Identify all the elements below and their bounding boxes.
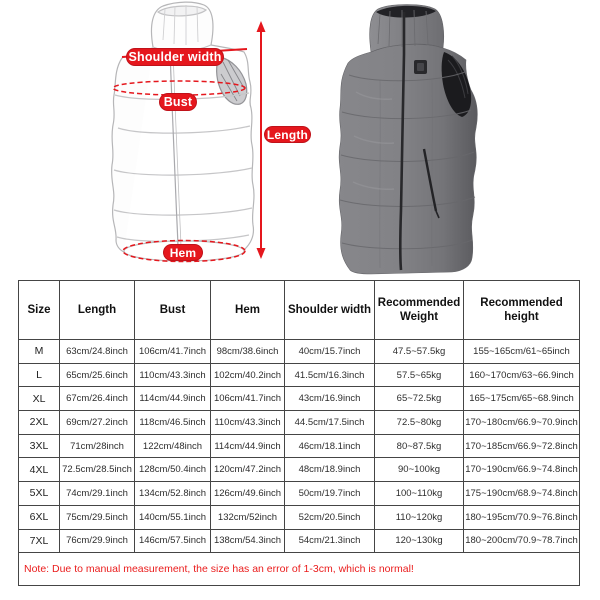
value-cell: 43cm/16.9inch bbox=[285, 387, 375, 411]
shoulder-width-label: Shoulder width bbox=[126, 48, 224, 66]
value-cell: 180~200cm/70.9~78.7inch bbox=[464, 529, 580, 553]
value-cell: 122cm/48inch bbox=[135, 434, 211, 458]
table-row bbox=[19, 505, 580, 529]
value-cell: 165~175cm/65~68.9inch bbox=[464, 387, 580, 411]
value-cell: 120~130kg bbox=[375, 529, 464, 553]
value-cell: 110~120kg bbox=[375, 505, 464, 529]
table-row bbox=[19, 434, 580, 458]
column-header: Recommended height bbox=[464, 281, 580, 340]
value-cell: 72.5~80kg bbox=[375, 411, 464, 435]
value-cell: 170~185cm/66.9~72.8inch bbox=[464, 434, 580, 458]
table-header-row bbox=[19, 281, 580, 340]
value-cell: 40cm/15.7inch bbox=[285, 340, 375, 364]
value-cell: 110cm/43.3inch bbox=[211, 411, 285, 435]
size-cell: XL bbox=[19, 387, 60, 411]
table-row bbox=[19, 340, 580, 364]
value-cell: 180~195cm/70.9~76.8inch bbox=[464, 505, 580, 529]
value-cell: 41.5cm/16.3inch bbox=[285, 363, 375, 387]
value-cell: 155~165cm/61~65inch bbox=[464, 340, 580, 364]
value-cell: 110cm/43.3inch bbox=[135, 363, 211, 387]
value-cell: 47.5~57.5kg bbox=[375, 340, 464, 364]
value-cell: 102cm/40.2inch bbox=[211, 363, 285, 387]
value-cell: 72.5cm/28.5inch bbox=[60, 458, 135, 482]
value-cell: 90~100kg bbox=[375, 458, 464, 482]
table-row bbox=[19, 529, 580, 553]
value-cell: 114cm/44.9inch bbox=[135, 387, 211, 411]
size-cell: 7XL bbox=[19, 529, 60, 553]
value-cell: 74cm/29.1inch bbox=[60, 482, 135, 506]
value-cell: 52cm/20.5inch bbox=[285, 505, 375, 529]
value-cell: 106cm/41.7inch bbox=[211, 387, 285, 411]
value-cell: 44.5cm/17.5inch bbox=[285, 411, 375, 435]
table-row bbox=[19, 458, 580, 482]
size-cell: 5XL bbox=[19, 482, 60, 506]
value-cell: 57.5~65kg bbox=[375, 363, 464, 387]
vest-line-drawing bbox=[112, 2, 254, 261]
size-cell: 4XL bbox=[19, 458, 60, 482]
value-cell: 126cm/49.6inch bbox=[211, 482, 285, 506]
size-table bbox=[18, 280, 580, 586]
value-cell: 170~190cm/66.9~74.8inch bbox=[464, 458, 580, 482]
size-cell: 6XL bbox=[19, 505, 60, 529]
size-cell: 2XL bbox=[19, 411, 60, 435]
note-row bbox=[19, 553, 580, 586]
size-table-body bbox=[19, 340, 580, 553]
value-cell: 65cm/25.6inch bbox=[60, 363, 135, 387]
value-cell: 120cm/47.2inch bbox=[211, 458, 285, 482]
value-cell: 170~180cm/66.9~70.9inch bbox=[464, 411, 580, 435]
value-cell: 69cm/27.2inch bbox=[60, 411, 135, 435]
value-cell: 75cm/29.5inch bbox=[60, 505, 135, 529]
value-cell: 118cm/46.5inch bbox=[135, 411, 211, 435]
column-header: Length bbox=[60, 281, 135, 340]
product-diagram bbox=[0, 0, 600, 280]
vest-photo bbox=[339, 5, 477, 275]
column-header: Recommended Weight bbox=[375, 281, 464, 340]
value-cell: 67cm/26.4inch bbox=[60, 387, 135, 411]
measurement-note: Note: Due to manual measurement, the size has an error of 1-3cm, which is normal! bbox=[19, 553, 580, 586]
table-row bbox=[19, 411, 580, 435]
table-row bbox=[19, 363, 580, 387]
column-header: Hem bbox=[211, 281, 285, 340]
value-cell: 100~110kg bbox=[375, 482, 464, 506]
length-label: Length bbox=[264, 126, 311, 143]
value-cell: 65~72.5kg bbox=[375, 387, 464, 411]
column-header: Shoulder width bbox=[285, 281, 375, 340]
column-header: Bust bbox=[135, 281, 211, 340]
value-cell: 80~87.5kg bbox=[375, 434, 464, 458]
value-cell: 134cm/52.8inch bbox=[135, 482, 211, 506]
value-cell: 175~190cm/68.9~74.8inch bbox=[464, 482, 580, 506]
value-cell: 160~170cm/63~66.9inch bbox=[464, 363, 580, 387]
length-arrow bbox=[257, 21, 266, 259]
value-cell: 71cm/28inch bbox=[60, 434, 135, 458]
bust-label: Bust bbox=[159, 93, 197, 111]
table-row bbox=[19, 387, 580, 411]
value-cell: 76cm/29.9inch bbox=[60, 529, 135, 553]
value-cell: 48cm/18.9inch bbox=[285, 458, 375, 482]
value-cell: 138cm/54.3inch bbox=[211, 529, 285, 553]
size-cell: M bbox=[19, 340, 60, 364]
column-header: Size bbox=[19, 281, 60, 340]
value-cell: 146cm/57.5inch bbox=[135, 529, 211, 553]
value-cell: 132cm/52inch bbox=[211, 505, 285, 529]
size-cell: 3XL bbox=[19, 434, 60, 458]
value-cell: 106cm/41.7inch bbox=[135, 340, 211, 364]
value-cell: 128cm/50.4inch bbox=[135, 458, 211, 482]
value-cell: 140cm/55.1inch bbox=[135, 505, 211, 529]
value-cell: 63cm/24.8inch bbox=[60, 340, 135, 364]
value-cell: 46cm/18.1inch bbox=[285, 434, 375, 458]
value-cell: 54cm/21.3inch bbox=[285, 529, 375, 553]
hem-label: Hem bbox=[163, 244, 203, 261]
value-cell: 114cm/44.9inch bbox=[211, 434, 285, 458]
value-cell: 98cm/38.6inch bbox=[211, 340, 285, 364]
size-cell: L bbox=[19, 363, 60, 387]
value-cell: 50cm/19.7inch bbox=[285, 482, 375, 506]
table-row bbox=[19, 482, 580, 506]
